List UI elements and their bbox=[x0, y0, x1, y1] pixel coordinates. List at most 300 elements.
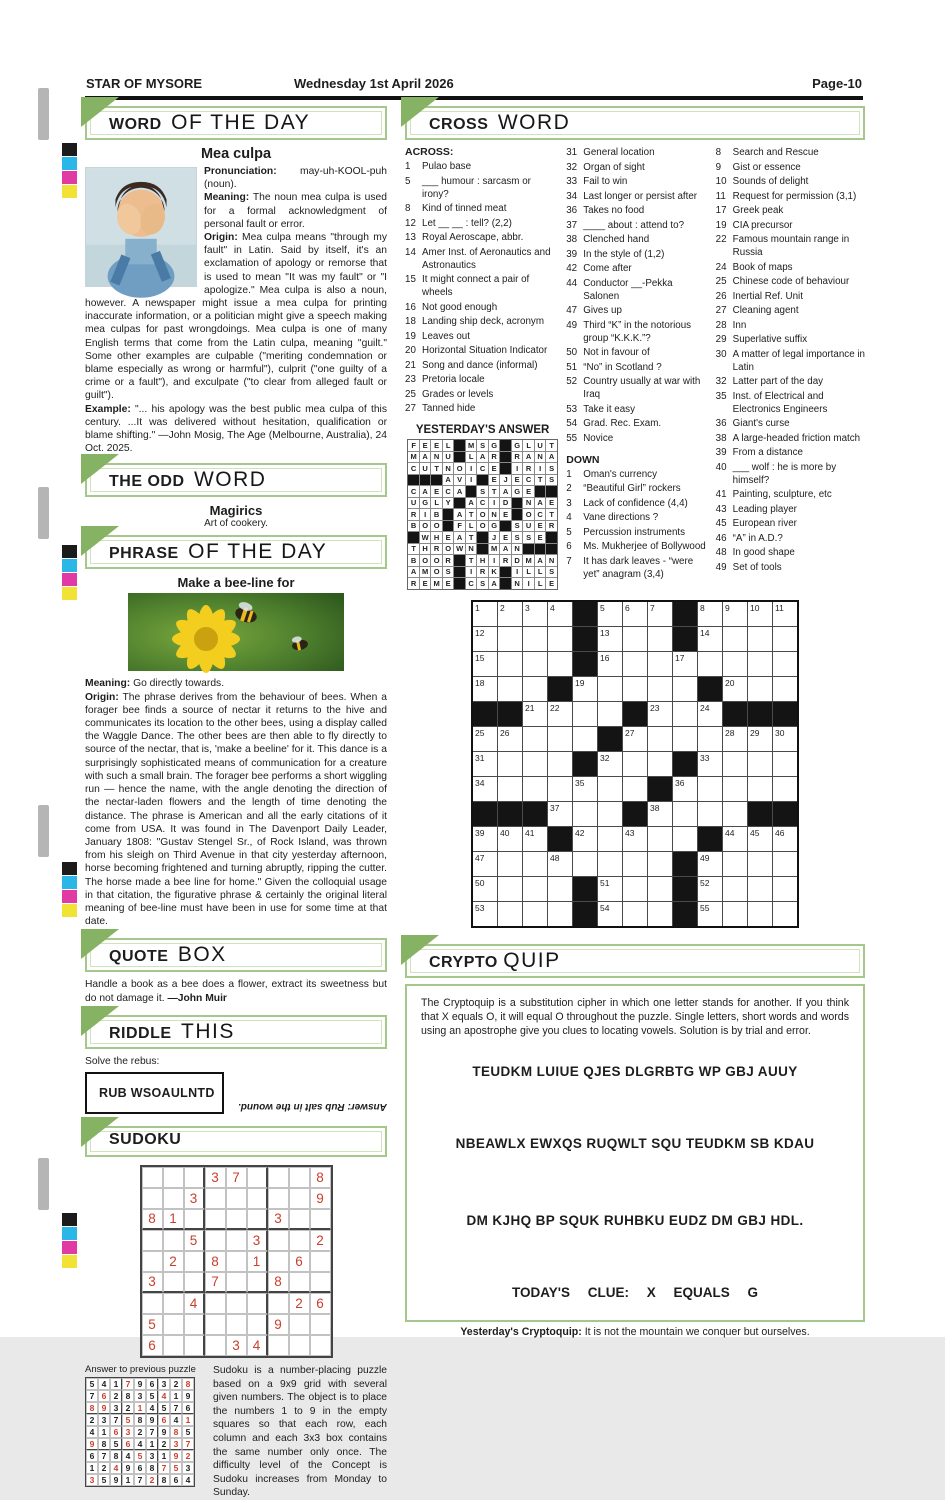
answer-letter-cell: S bbox=[477, 578, 488, 589]
crossword-cell: 4 bbox=[548, 602, 572, 626]
answer-black-cell bbox=[408, 475, 419, 486]
crossword-cell: 52 bbox=[698, 877, 722, 901]
crossword-cell bbox=[623, 902, 647, 926]
crossword-cell: 35 bbox=[573, 777, 597, 801]
phrase-meaning: Go directly towards. bbox=[133, 678, 225, 690]
clue-item: 41 Painting, sculpture, etc bbox=[715, 489, 832, 500]
answer-black-cell bbox=[500, 567, 511, 578]
word-title: Mea culpa bbox=[200, 146, 272, 162]
clue-item: 49 Third “K” in the notorious group “K.K.K.”? bbox=[566, 319, 692, 344]
sudoku-cell: 6 bbox=[110, 1426, 122, 1438]
crossword-black-cell bbox=[573, 652, 597, 676]
section-subtitle: OF THE DAY bbox=[188, 540, 328, 564]
answer-letter-cell: V bbox=[454, 475, 465, 486]
crossword-cell bbox=[673, 727, 697, 751]
answer-letter-cell: R bbox=[500, 555, 511, 566]
answer-letter-cell: E bbox=[546, 498, 557, 509]
crossword-cell bbox=[623, 677, 647, 701]
crossword-cell: 7 bbox=[648, 602, 672, 626]
answer-letter-cell: L bbox=[523, 567, 534, 578]
answer-letter-cell: S bbox=[512, 521, 523, 532]
sudoku-cell: 8 bbox=[110, 1450, 122, 1462]
answer-letter-cell: T bbox=[546, 509, 557, 520]
crossword-cell bbox=[523, 727, 547, 751]
answer-letter-cell: N bbox=[466, 544, 477, 555]
sudoku-cell bbox=[184, 1167, 205, 1188]
crossword-cell: 50 bbox=[473, 877, 497, 901]
sudoku-cell: 5 bbox=[110, 1438, 122, 1450]
answer-letter-cell: O bbox=[523, 509, 534, 520]
sudoku-cell: 5 bbox=[134, 1450, 146, 1462]
crossword-cell: 47 bbox=[473, 852, 497, 876]
crossword-cell: 36 bbox=[673, 777, 697, 801]
clue-item: 36 Giant's curse bbox=[715, 418, 790, 429]
sudoku-cell bbox=[205, 1209, 226, 1230]
meaning-text: The noun mea culpa is used for a formal acknowledgment of personal fault or error. bbox=[204, 192, 387, 230]
sudoku-cell: 3 bbox=[142, 1272, 163, 1293]
crossword-cell bbox=[573, 852, 597, 876]
crossword-cell bbox=[748, 652, 772, 676]
clue-item: 1 Pulao base bbox=[405, 161, 472, 172]
clue-item: 12 Let __ __ : tell? (2,2) bbox=[405, 217, 512, 229]
answer-letter-cell: S bbox=[443, 567, 454, 578]
sudoku-cell: 1 bbox=[86, 1462, 98, 1474]
sudoku-cell bbox=[142, 1230, 163, 1251]
crossword-cell bbox=[648, 752, 672, 776]
sudoku-cell bbox=[226, 1272, 247, 1293]
section-subtitle: BOX bbox=[177, 943, 227, 967]
sudoku-cell: 2 bbox=[134, 1426, 146, 1438]
sudoku-cell: 4 bbox=[122, 1450, 134, 1462]
clue-item: 52 Country usually at war with Iraq bbox=[566, 376, 701, 400]
crossword-cell bbox=[648, 652, 672, 676]
crossword-cell: 6 bbox=[623, 602, 647, 626]
crossword-black-cell bbox=[748, 802, 772, 826]
crossword-cell bbox=[748, 902, 772, 926]
clue-item: 33 Fail to win bbox=[566, 176, 628, 187]
answer-letter-cell: B bbox=[431, 509, 442, 520]
sudoku-cell bbox=[184, 1251, 205, 1272]
left-column bbox=[85, 106, 387, 1499]
answer-black-cell bbox=[443, 521, 454, 532]
clue-item: 50 Not in favour of bbox=[566, 347, 650, 358]
answer-letter-cell: C bbox=[477, 498, 488, 509]
sudoku-cell: 1 bbox=[98, 1426, 110, 1438]
crossword-cell bbox=[523, 877, 547, 901]
sudoku-cell bbox=[205, 1230, 226, 1251]
crossword-cell bbox=[773, 852, 797, 876]
answer-letter-cell: U bbox=[443, 452, 454, 463]
sudoku-cell: 4 bbox=[170, 1414, 182, 1426]
sudoku-cell bbox=[268, 1230, 289, 1251]
answer-letter-cell: H bbox=[477, 555, 488, 566]
sudoku-cell bbox=[310, 1335, 331, 1356]
sudoku-cell bbox=[226, 1188, 247, 1209]
answer-letter-cell: I bbox=[466, 475, 477, 486]
section-subtitle: THIS bbox=[181, 1019, 235, 1043]
answer-letter-cell: H bbox=[431, 532, 442, 543]
sudoku-cell: 3 bbox=[98, 1414, 110, 1426]
crossword-cell bbox=[773, 627, 797, 651]
answer-letter-cell: L bbox=[431, 498, 442, 509]
clue-item: 39 From a distance bbox=[715, 447, 803, 458]
sudoku-cell bbox=[226, 1293, 247, 1314]
sudoku-cell: 2 bbox=[158, 1438, 170, 1450]
phrase-origin-label: Origin: bbox=[85, 691, 119, 703]
sudoku-cell: 8 bbox=[98, 1438, 110, 1450]
clue-item: 32 Latter part of the day bbox=[715, 376, 824, 387]
crossword-cell bbox=[648, 627, 672, 651]
sudoku-cell bbox=[247, 1293, 268, 1314]
section-subtitle: WORD bbox=[497, 111, 571, 134]
word-of-day-body bbox=[85, 165, 387, 455]
sudoku-cell bbox=[289, 1167, 310, 1188]
cryptoquip-box bbox=[405, 984, 865, 1338]
sudoku-cell bbox=[184, 1272, 205, 1293]
riddle-prompt: Solve the rebus: bbox=[85, 1055, 160, 1067]
clue-item: 42 Come after bbox=[566, 263, 632, 274]
clue-column-1 bbox=[405, 146, 560, 590]
answer-letter-cell: R bbox=[512, 452, 523, 463]
clue-item: 7 It has dark leaves - “were yet” anagram (3,4) bbox=[566, 555, 694, 580]
crossword-cell: 43 bbox=[623, 827, 647, 851]
answer-letter-cell: A bbox=[420, 452, 431, 463]
sudoku-cell bbox=[310, 1251, 331, 1272]
sudoku-cell bbox=[247, 1188, 268, 1209]
crossword-cell bbox=[698, 727, 722, 751]
sudoku-cell bbox=[142, 1167, 163, 1188]
crossword-cell bbox=[498, 627, 522, 651]
clue-item: 10 Sounds of delight bbox=[715, 176, 809, 187]
sudoku-cell: 7 bbox=[98, 1450, 110, 1462]
clue-item: 8 Search and Rescue bbox=[715, 147, 819, 158]
answer-letter-cell: G bbox=[512, 440, 523, 451]
sudoku-cell: 9 bbox=[98, 1402, 110, 1414]
sudoku-cell: 8 bbox=[268, 1272, 289, 1293]
section-title: PHRASE bbox=[109, 545, 179, 563]
yesterday-answer-grid bbox=[407, 439, 558, 590]
crossword-cell bbox=[623, 752, 647, 776]
sudoku-cell bbox=[247, 1272, 268, 1293]
answer-letter-cell: M bbox=[489, 544, 500, 555]
answer-letter-cell: G bbox=[512, 486, 523, 497]
crossword-cell bbox=[548, 652, 572, 676]
crossword-cell: 20 bbox=[723, 677, 747, 701]
answer-letter-cell: C bbox=[408, 463, 419, 474]
sudoku-cell bbox=[247, 1167, 268, 1188]
sudoku-cell: 3 bbox=[122, 1426, 134, 1438]
clue-item: 54 Grad. Rec. Exam. bbox=[566, 418, 662, 429]
crossword-cell bbox=[748, 877, 772, 901]
answer-letter-cell: E bbox=[431, 440, 442, 451]
crossword-cell bbox=[548, 777, 572, 801]
answer-letter-cell: C bbox=[408, 486, 419, 497]
crossword-black-cell bbox=[623, 802, 647, 826]
sudoku-cell: 2 bbox=[170, 1378, 182, 1390]
crossword-black-cell bbox=[698, 827, 722, 851]
registration-grey-bar bbox=[38, 88, 49, 140]
answer-letter-cell: R bbox=[408, 578, 419, 589]
sudoku-grid bbox=[140, 1165, 333, 1358]
crossword-cell bbox=[648, 727, 672, 751]
odd-word-header bbox=[85, 463, 387, 497]
crossword-cell: 29 bbox=[748, 727, 772, 751]
sudoku-cell bbox=[205, 1314, 226, 1335]
example-label: Example: bbox=[85, 403, 131, 415]
sudoku-cell: 8 bbox=[205, 1251, 226, 1272]
sudoku-cell bbox=[268, 1251, 289, 1272]
sudoku-cell: 4 bbox=[110, 1462, 122, 1474]
answer-black-cell bbox=[535, 486, 546, 497]
sudoku-cell: 1 bbox=[110, 1378, 122, 1390]
phrase-title: Make a bee-line for bbox=[177, 575, 295, 591]
sudoku-cell: 9 bbox=[122, 1462, 134, 1474]
answer-black-cell bbox=[500, 521, 511, 532]
crossword-black-cell bbox=[723, 702, 747, 726]
crossword-cell bbox=[723, 652, 747, 676]
crossword-cell bbox=[748, 627, 772, 651]
crossword-cell bbox=[498, 777, 522, 801]
sudoku-cell: 9 bbox=[134, 1378, 146, 1390]
crossword-cell bbox=[623, 627, 647, 651]
crossword-black-cell bbox=[673, 852, 697, 876]
crossword-cell bbox=[523, 852, 547, 876]
crossword-cell: 55 bbox=[698, 902, 722, 926]
quote-text-block bbox=[85, 978, 387, 1004]
crossword-black-cell bbox=[573, 877, 597, 901]
sudoku-cell bbox=[184, 1314, 205, 1335]
clue-item: 32 Organ of sight bbox=[566, 161, 645, 173]
answer-letter-cell: T bbox=[535, 475, 546, 486]
registration-cmyk-marks bbox=[62, 862, 77, 917]
clue-item: 44 Conductor __-Pekka Salonen bbox=[566, 277, 673, 302]
crossword-cell: 28 bbox=[723, 727, 747, 751]
sudoku-cell: 6 bbox=[86, 1450, 98, 1462]
answer-letter-cell: I bbox=[535, 463, 546, 474]
sudoku-cell: 8 bbox=[170, 1426, 182, 1438]
answer-letter-cell: I bbox=[466, 463, 477, 474]
answer-black-cell bbox=[454, 498, 465, 509]
answer-black-cell bbox=[443, 509, 454, 520]
masthead bbox=[86, 76, 862, 94]
crossword-cell: 25 bbox=[473, 727, 497, 751]
sudoku-cell bbox=[205, 1188, 226, 1209]
crossword-black-cell bbox=[673, 602, 697, 626]
section-title: CRYPTO bbox=[429, 953, 498, 971]
answer-letter-cell: R bbox=[443, 555, 454, 566]
answer-letter-cell: C bbox=[466, 578, 477, 589]
crossword-cell: 22 bbox=[548, 702, 572, 726]
answer-letter-cell: L bbox=[523, 440, 534, 451]
clue-item: 27 Tanned hide bbox=[405, 403, 476, 414]
sudoku-cell bbox=[184, 1209, 205, 1230]
sudoku-cell: 3 bbox=[268, 1209, 289, 1230]
crossword-cell bbox=[498, 852, 522, 876]
cipher-line-2: NBEAWLX EWXQS RUQWLT SQU TEUDKM SB KDAU bbox=[455, 1135, 815, 1151]
crossword-cell bbox=[598, 802, 622, 826]
sudoku-cell bbox=[184, 1335, 205, 1356]
yesterday-cryptoquip-text: It is not the mountain we conquer but ourselves. bbox=[584, 1325, 810, 1338]
answer-letter-cell: D bbox=[500, 498, 511, 509]
answer-letter-cell: H bbox=[420, 544, 431, 555]
odd-word: Magirics bbox=[209, 503, 263, 519]
sudoku-cell: 2 bbox=[146, 1474, 158, 1486]
sudoku-cell: 1 bbox=[163, 1209, 184, 1230]
answer-letter-cell: E bbox=[500, 532, 511, 543]
crossword-black-cell bbox=[623, 702, 647, 726]
answer-letter-cell: E bbox=[512, 475, 523, 486]
crossword-cell: 17 bbox=[673, 652, 697, 676]
crossword-cell bbox=[548, 627, 572, 651]
crossword-cell: 54 bbox=[598, 902, 622, 926]
crossword-cell: 15 bbox=[473, 652, 497, 676]
answer-letter-cell: A bbox=[535, 555, 546, 566]
sudoku-cell: 8 bbox=[146, 1462, 158, 1474]
answer-letter-cell: A bbox=[477, 452, 488, 463]
yesterday-answer-label: YESTERDAY'S ANSWER bbox=[415, 424, 550, 436]
answer-letter-cell: C bbox=[443, 486, 454, 497]
answer-black-cell bbox=[500, 440, 511, 451]
answer-letter-cell: R bbox=[523, 463, 534, 474]
sudoku-cell: 2 bbox=[86, 1414, 98, 1426]
issue-date: Wednesday 1st April 2026 bbox=[294, 76, 454, 91]
clue-item: 53 Take it easy bbox=[566, 403, 635, 415]
sudoku-cell: 3 bbox=[146, 1450, 158, 1462]
section-subtitle: QUIP bbox=[503, 948, 561, 972]
answer-letter-cell: T bbox=[466, 509, 477, 520]
clue-column-2 bbox=[566, 146, 709, 590]
sudoku-cell: 6 bbox=[134, 1462, 146, 1474]
answer-letter-cell: T bbox=[431, 463, 442, 474]
crossword-cell: 32 bbox=[598, 752, 622, 776]
clue-item: 28 Inn bbox=[715, 319, 747, 331]
clue-item: 45 European river bbox=[715, 518, 797, 529]
sudoku-cell bbox=[163, 1314, 184, 1335]
sudoku-cell: 6 bbox=[182, 1402, 194, 1414]
sudoku-cell: 6 bbox=[122, 1438, 134, 1450]
answer-letter-cell: A bbox=[489, 578, 500, 589]
meaning-label: Meaning: bbox=[204, 192, 250, 204]
phrase-origin: The phrase derives from the behaviour of bees. When a forager bee finds a source of nectar it returns to the hive and communicates its location to the other bees, using a display called the Waggle Dance. The other bees are then able to fly directly to source of the nectar, that is, 'make a beeline' for it. This dance is a surprisingly sophisticated means of communication for a creature with such a small brain. The forager bee performs a short wiggling run — hence the name, with the angle denoting the direction of the nectar-laden flowers and the length of time denoting the distance. The phrase is American and all the early citations of it come from USA. It was found in The Davenport Daily Leader, January 1808: "Gustav Stengel Sr., of Rock Island, was thrown from his sleigh on Third Avenue in that city yesterday afternoon, horse becoming frightened and turning abruptly, ripping the cutter. The horse made a bee line for home." Given the colloquial usage in that citation, the figurative phrase & certainly the original literal meaning of bee-line must have been in use for some time at that date. bbox=[85, 691, 387, 928]
sudoku-cell: 7 bbox=[158, 1462, 170, 1474]
crossword-cell bbox=[723, 777, 747, 801]
sudoku-cell bbox=[268, 1167, 289, 1188]
crossword-cell: 3 bbox=[523, 602, 547, 626]
sudoku-cell bbox=[226, 1230, 247, 1251]
crossword-cell bbox=[523, 777, 547, 801]
sudoku-answer-grid bbox=[85, 1377, 195, 1487]
answer-letter-cell: O bbox=[431, 567, 442, 578]
crossword-cell: 31 bbox=[473, 752, 497, 776]
answer-black-cell bbox=[512, 498, 523, 509]
answer-letter-cell: A bbox=[454, 486, 465, 497]
answer-letter-cell: W bbox=[456, 544, 464, 554]
answer-letter-cell: R bbox=[546, 521, 557, 532]
answer-black-cell bbox=[512, 509, 523, 520]
crossword-cell bbox=[598, 777, 622, 801]
crossword-cell bbox=[673, 677, 697, 701]
crossword-cell bbox=[623, 777, 647, 801]
answer-black-cell bbox=[546, 486, 557, 497]
bee-flower-photo bbox=[128, 593, 344, 671]
crossword-black-cell bbox=[498, 702, 522, 726]
answer-letter-cell: E bbox=[535, 532, 546, 543]
answer-black-cell bbox=[546, 532, 557, 543]
crossword-cell: 37 bbox=[548, 802, 572, 826]
crossword-cell bbox=[548, 877, 572, 901]
origin-label: Origin: bbox=[204, 232, 238, 244]
answer-letter-cell: M bbox=[466, 440, 477, 451]
sudoku-cell: 4 bbox=[146, 1402, 158, 1414]
sudoku-cell: 4 bbox=[184, 1293, 205, 1314]
crossword-cell bbox=[773, 777, 797, 801]
sudoku-cell: 4 bbox=[247, 1335, 268, 1356]
crossword-black-cell bbox=[473, 802, 497, 826]
sudoku-cell: 7 bbox=[110, 1414, 122, 1426]
crossword-cell bbox=[748, 677, 772, 701]
sudoku-cell: 9 bbox=[158, 1426, 170, 1438]
registration-cmyk-marks bbox=[62, 1213, 77, 1268]
sudoku-cell: 5 bbox=[122, 1414, 134, 1426]
riddle-header bbox=[85, 1015, 387, 1049]
answer-letter-cell: J bbox=[500, 475, 511, 486]
sudoku-cell: 2 bbox=[110, 1390, 122, 1402]
yesterday-cryptoquip-label: Yesterday's Cryptoquip: bbox=[460, 1325, 582, 1338]
answer-letter-cell: K bbox=[489, 567, 500, 578]
right-column bbox=[405, 106, 865, 1338]
pronunciation-text: may-uh-KOOL-puh (noun). bbox=[204, 166, 387, 191]
down-clues-2 bbox=[716, 146, 865, 574]
answer-letter-cell: E bbox=[546, 578, 557, 589]
crossword-cell bbox=[673, 802, 697, 826]
sudoku-cell: 6 bbox=[170, 1474, 182, 1486]
answer-letter-cell: N bbox=[431, 452, 442, 463]
crossword-cell: 11 bbox=[773, 602, 797, 626]
clue-item: 3 Lack of confidence (4,4) bbox=[566, 497, 688, 509]
registration-cmyk-marks bbox=[62, 143, 77, 198]
yesterday-cryptoquip bbox=[421, 1326, 849, 1338]
clue-item: 55 Novice bbox=[566, 432, 614, 444]
sudoku-cell: 7 bbox=[146, 1426, 158, 1438]
sudoku-cell: 3 bbox=[158, 1378, 170, 1390]
answer-letter-cell: B bbox=[408, 555, 419, 566]
sudoku-cell bbox=[163, 1188, 184, 1209]
sudoku-cell bbox=[163, 1167, 184, 1188]
sudoku-cell: 8 bbox=[142, 1209, 163, 1230]
answer-letter-cell: M bbox=[523, 555, 534, 566]
crossword-cell: 39 bbox=[473, 827, 497, 851]
answer-letter-cell: S bbox=[523, 532, 534, 543]
answer-letter-cell: Y bbox=[443, 498, 454, 509]
clue-item: 46 “A” in A.D.? bbox=[715, 532, 783, 544]
crossword-black-cell bbox=[598, 727, 622, 751]
answer-letter-cell: L bbox=[466, 452, 477, 463]
answer-letter-cell: E bbox=[535, 521, 546, 532]
clue-item: 26 Inertial Ref. Unit bbox=[715, 290, 803, 302]
quote-box-header bbox=[85, 938, 387, 972]
sudoku-cell bbox=[289, 1230, 310, 1251]
sudoku-cell: 9 bbox=[170, 1450, 182, 1462]
answer-letter-cell: I bbox=[420, 509, 431, 520]
sudoku-cell: 2 bbox=[122, 1402, 134, 1414]
clue-item: 39 In the style of (1,2) bbox=[566, 248, 665, 260]
crossword-cell bbox=[698, 777, 722, 801]
answer-letter-cell: I bbox=[489, 498, 500, 509]
paper-title: STAR OF MYSORE bbox=[86, 76, 203, 91]
sudoku-cell bbox=[226, 1314, 247, 1335]
crossword-cell: 12 bbox=[473, 627, 497, 651]
clue-item: 9 Gist or essence bbox=[715, 161, 801, 173]
